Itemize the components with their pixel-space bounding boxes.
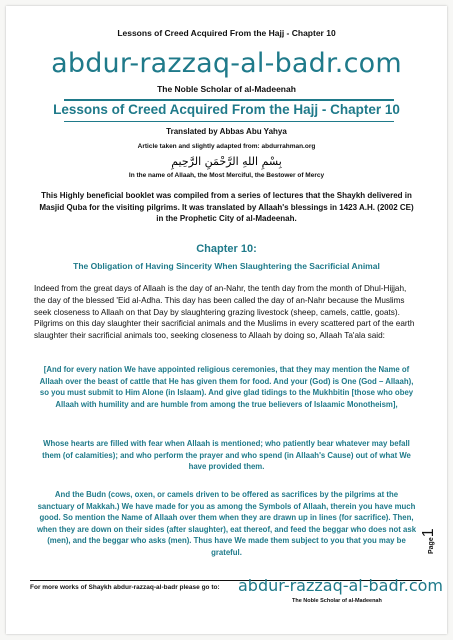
running-title: Lessons of Creed Acquired From the Hajj - Chapter 10	[117, 28, 336, 38]
footer-more-works: For more works of Shaykh abdur-razzaq-al-badr please go to:	[30, 584, 220, 591]
bismillah-translation: In the name of Allaah, the Most Merciful, the Bestower of Mercy	[128, 172, 325, 179]
chapter-subheading: The Obligation of Having Sincerity When Slaughtering the Sacrificial Animal	[73, 261, 380, 271]
footer-scholar-caption: The Noble Scholar of al-Madeenah	[292, 598, 382, 604]
site-logo-text: abdur-razzaq-al-badr.com	[51, 48, 402, 79]
scholar-caption: The Noble Scholar of al-Madeenah	[157, 84, 296, 94]
chapter-heading: Chapter 10:	[196, 243, 257, 255]
divider-top	[64, 99, 394, 101]
translator-credit: Translated by Abbas Abu Yahya	[166, 127, 287, 136]
page-number-value: 1	[420, 528, 437, 538]
quran-quote-1: [And for every nation We have appointed religious ceremonies, that they may mention the Name of Allaah over the beast of cattle that He has given them for food. And your (God) is One (God – Allaah), so you must submit to Him Alone (in Islaam). And give glad tidings to the Mukhbitin [those who obey Allaah with humility and are humble from among the true believers of Islaamic Monotheism],	[39, 365, 414, 409]
bismillah-calligraphy: بِسْمِ اللهِ الرَّحْمَنِ الرَّحِيمِ	[171, 155, 282, 168]
body-paragraph: Indeed from the great days of Allaah is the day of an-Nahr, the tenth day from the month of Dhul-Hijjah, the day of the blessed 'Eid al-Adha. This day has been called the day of an-Nahr because the Muslims seek closeness to Allaah on that Day by slaughtering grazing livestock (sheep, camels, cattle, goats). Pilgrims on this day slaughter their sacrificial animals and the Muslims in every scattered part of the earth slaughter their sacrificial animals too, seeking closeness to Allaah by doing so, Allaah Ta'ala said:	[34, 284, 415, 341]
page-label: Page	[428, 537, 435, 554]
footer-site-link[interactable]: abdur-razzaq-al-badr.com	[238, 576, 444, 595]
quran-quote-3: And the Budn (cows, oxen, or camels driven to be offered as sacrifices by the pilgrims at the sanctuary of Makkah.) We have made for you as among the Symbols of Allaah, therein you have much good. So mention the Name of Allaah over them when they are drawn up in lines (for sacrifice). Then, when they are down on their sides (after slaughter), eat thereof, and feed the beggar who does not ask (men), and the beggar who asks (men). Thus have We made them subject to you that you may be grateful.	[36, 490, 417, 557]
source-credit: Article taken and slightly adapted from: abdurrahman.org	[137, 143, 316, 150]
document-page	[6, 6, 447, 634]
intro-paragraph: This Highly beneficial booklet was compiled from a series of lectures that the Shaykh delivered in Masjid Quba for the visiting pilgrims. It was translated by Allaah's blessings in 1423 A.H. (2002 CE) in the Prophetic City of al-Madeenah.	[39, 191, 414, 223]
quran-quote-2: Whose hearts are filled with fear when Allaah is mentioned; who patiently bear whatever may befall them (of calamities); and who perform the prayer and who spend (in Allaah's Cause) out of what We have provided them.	[42, 439, 411, 472]
document-title: Lessons of Creed Acquired From the Hajj - Chapter 10	[53, 102, 400, 117]
page-number	[420, 528, 438, 554]
divider-bottom	[64, 121, 394, 122]
